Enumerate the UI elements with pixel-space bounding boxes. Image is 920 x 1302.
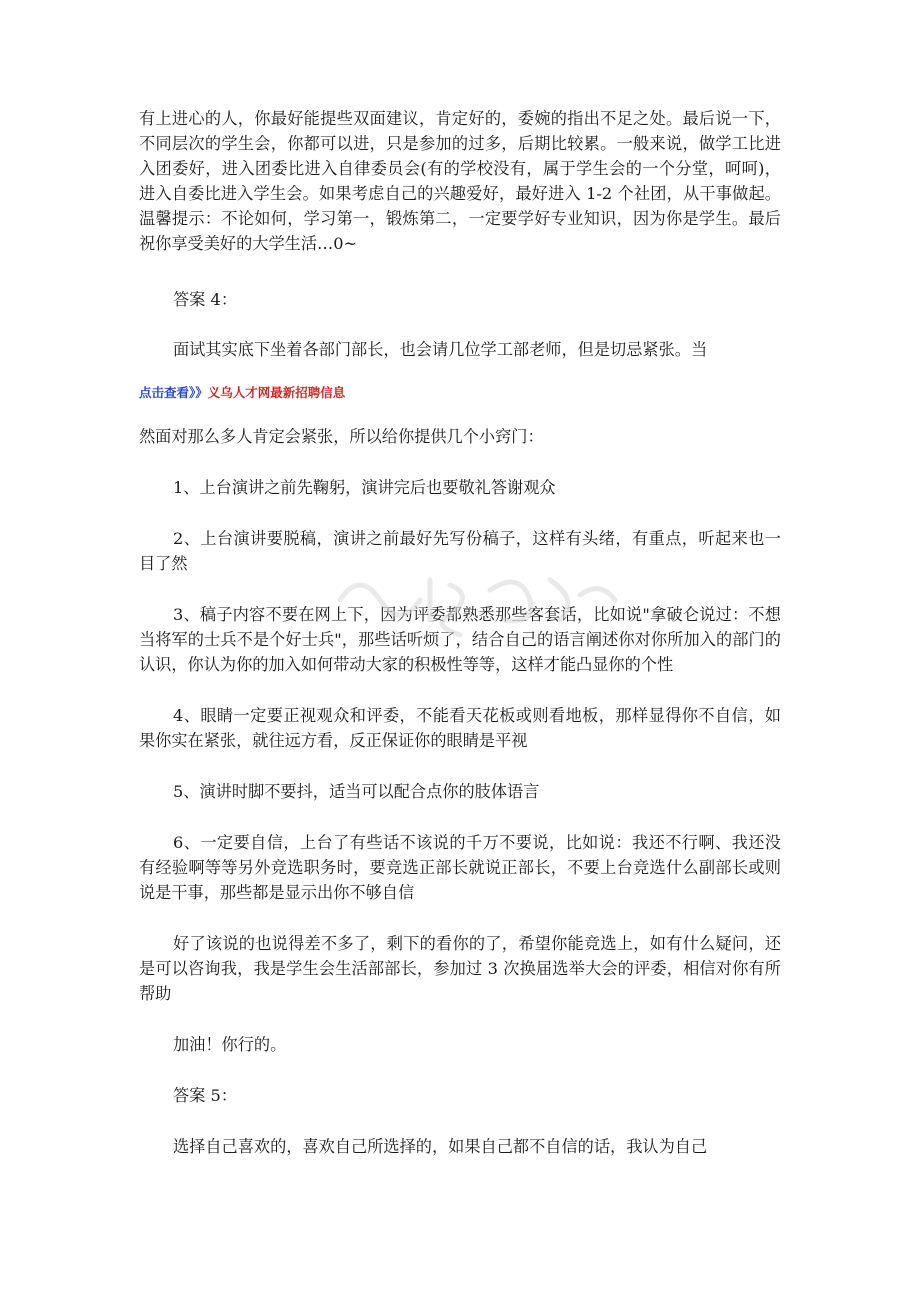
tip-4: 4、眼睛一定要正视观众和评委，不能看天花板或则看地板，那样显得你不自信，如果你实在紧张，就往远方看，反正保证你的眼睛是平视 (139, 706, 781, 750)
paragraph-answer5: 选择自己喜欢的，喜欢自己所选择的，如果自己都不自信的话，我认为自己 (173, 1137, 708, 1156)
paragraph-intro: 有上进心的人，你最好能提些双面建议，肯定好的，委婉的指出不足之处。最后说一下，不同层次的学生会，你都可以进，只是参加的过多，后期比较累。一般来说，做学工比进入团委好，进入团委比进入自律委员会(有的学校没有，属于学生会的一个分堂，呵呵)，进入自委比进入学生会。如果考虑自己的兴趣爱好，最好进入 1-2 个社团，从干事做起。温馨提示：不论如何，学习第一，锻炼第二，一定要学好专业知识，因为你是学生。最后祝你享受美好的大学生活…0~ (139, 109, 781, 253)
recruitment-info-link[interactable]: 义乌人才网最新招聘信息 (207, 385, 346, 400)
view-more-link[interactable]: 点击查看》》 (139, 385, 208, 400)
answer-5-heading: 答案 5： (173, 1086, 238, 1105)
tip-2: 2、上台演讲要脱稿，演讲之前最好先写份稿子，这样有头绪，有重点，听起来也一目了然 (139, 529, 781, 573)
paragraph-cheer: 加油！你行的。 (173, 1035, 287, 1054)
tip-1: 1、上台演讲之前先鞠躬，演讲完后也要敬礼答谢观众 (173, 478, 556, 497)
tip-6: 6、一定要自信，上台了有些话不该说的千万不要说，比如说：我还不行啊、我还没有经验啊等等另外竞选职务时，要竞选正部长就说正部长，不要上台竞选什么副部长或则说是干事，那些都是显示出你不够自信 (139, 833, 781, 902)
answer-4-heading: 答案 4： (173, 290, 238, 309)
paragraph-tips-intro: 然面对那么多人肯定会紧张，所以给你提供几个小窍门： (139, 427, 544, 446)
paragraph-interview: 面试其实底下坐着各部门部长，也会请几位学工部老师，但是切忌紧张。当 (173, 340, 708, 359)
paragraph-closing: 好了该说的也说得差不多了，剩下的看你的了，希望你能竞选上，如有什么疑问，还是可以咨询我，我是学生会生活部部长，参加过 3 次换届选举大会的评委，相信对你有所帮助 (139, 934, 781, 1003)
tip-3: 3、稿子内容不要在网上下，因为评委都熟悉那些客套话，比如说"拿破仑说过：不想当将军的士兵不是个好士兵"，那些话听烦了，结合自己的语言阐述你对你所加入的部门的认识，你认为你的加入如何带动大家的积极性等等，这样才能凸显你的个性 (139, 605, 781, 674)
document-body (139, 106, 781, 1159)
recruitment-link-line (139, 384, 781, 402)
tip-5: 5、演讲时脚不要抖，适当可以配合点你的肢体语言 (173, 782, 540, 801)
